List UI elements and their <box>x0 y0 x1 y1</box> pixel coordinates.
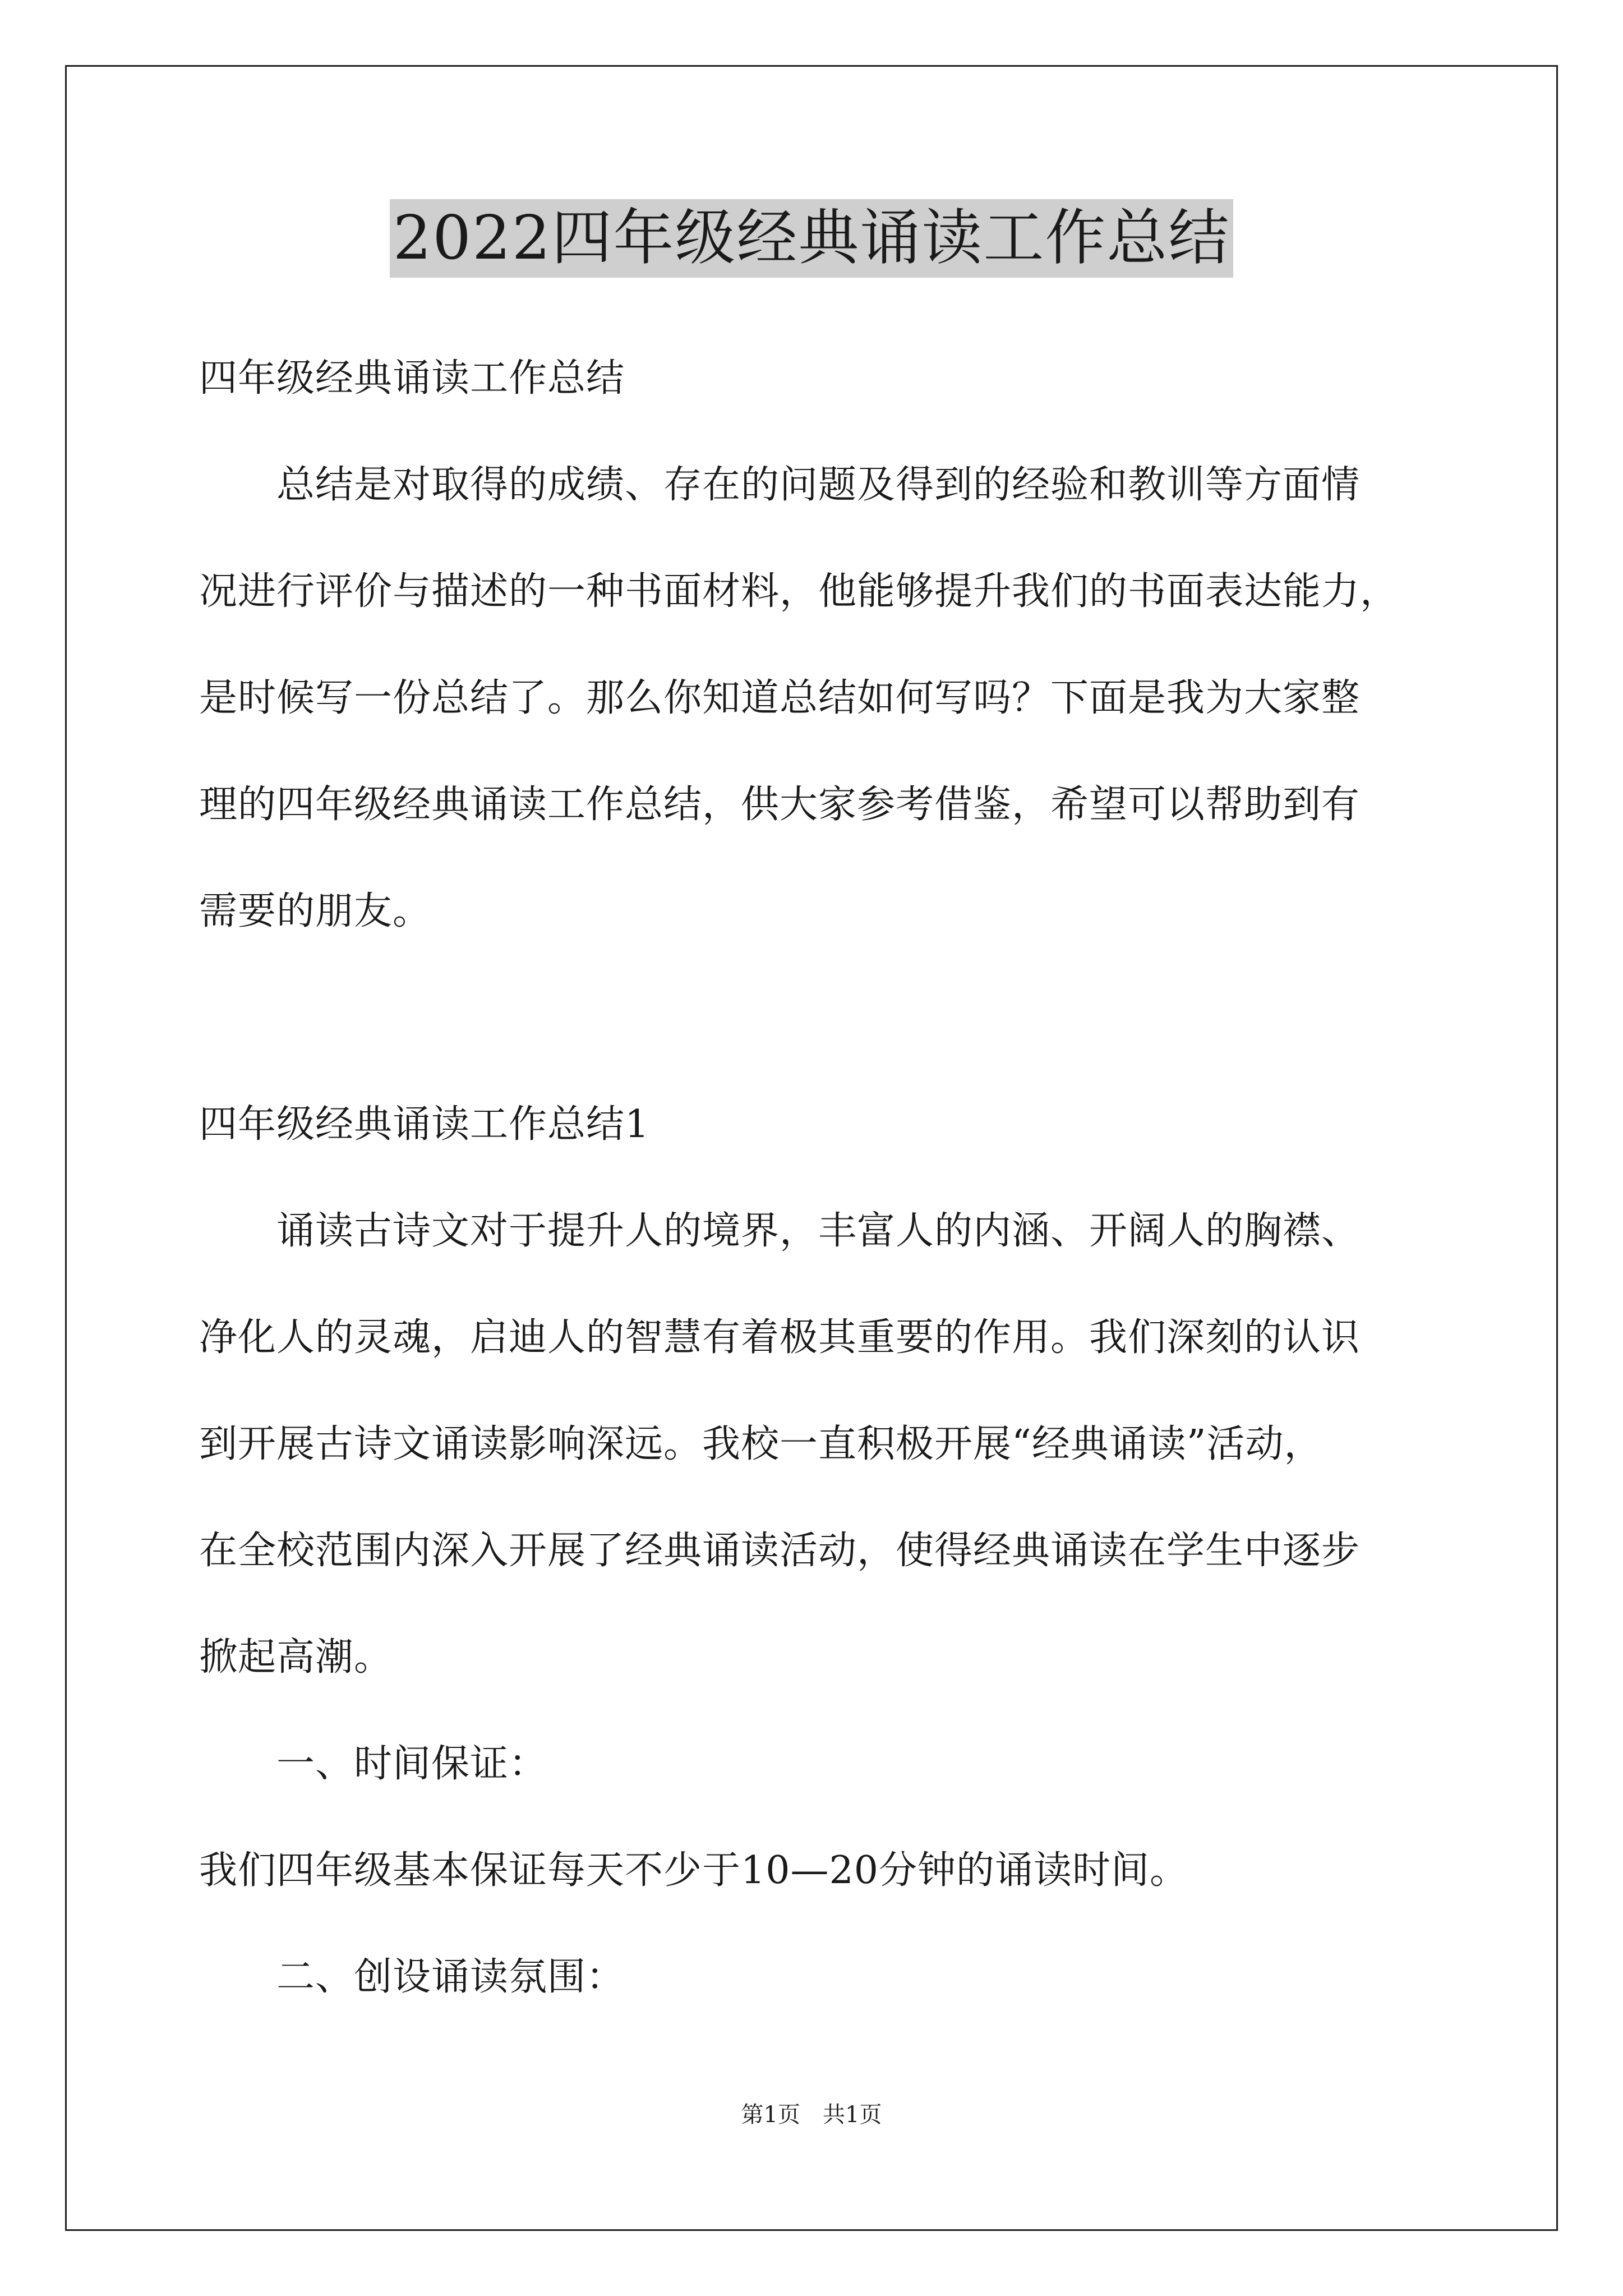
list-heading: 二、创设诵读氛围： <box>199 1955 625 1999</box>
section-heading: 四年级经典诵读工作总结 <box>199 356 625 401</box>
paragraph-line: 总结是对取得的成绩、存在的问题及得到的经验和教训等方面情 <box>199 463 1361 507</box>
paragraph-line: 到开展古诗文诵读影响深远。我校一直积极开展“经典诵读”活动， <box>199 1422 1323 1466</box>
paragraph-line: 掀起高潮。 <box>199 1635 393 1680</box>
page-footer: 第1页 共1页 <box>741 2102 882 2128</box>
document-title: 2022四年级经典诵读工作总结 <box>390 199 1234 278</box>
paragraph-line: 理的四年级经典诵读工作总结，供大家参考借鉴，希望可以帮助到有 <box>199 783 1361 827</box>
list-heading: 一、时间保证： <box>199 1742 548 1786</box>
section-heading: 四年级经典诵读工作总结1 <box>199 1102 650 1147</box>
paragraph-line: 诵读古诗文对于提升人的境界，丰富人的内涵、开阔人的胸襟、 <box>199 1209 1361 1253</box>
paragraph-line: 是时候写一份总结了。那么你知道总结如何写吗？下面是我为大家整 <box>199 676 1361 720</box>
paragraph-line: 需要的朋友。 <box>199 889 432 933</box>
title-container <box>0 199 1623 278</box>
paragraph-line: 净化人的灵魂，启迪人的智慧有着极其重要的作用。我们深刻的认识 <box>199 1315 1361 1360</box>
paragraph-line: 况进行评价与描述的一种书面材料，他能够提升我们的书面表达能力， <box>199 569 1399 614</box>
paragraph-line: 我们四年级基本保证每天不少于10—20分钟的诵读时间。 <box>199 1848 1189 1893</box>
paragraph-line: 在全校范围内深入开展了经典诵读活动，使得经典诵读在学生中逐步 <box>199 1529 1361 1573</box>
